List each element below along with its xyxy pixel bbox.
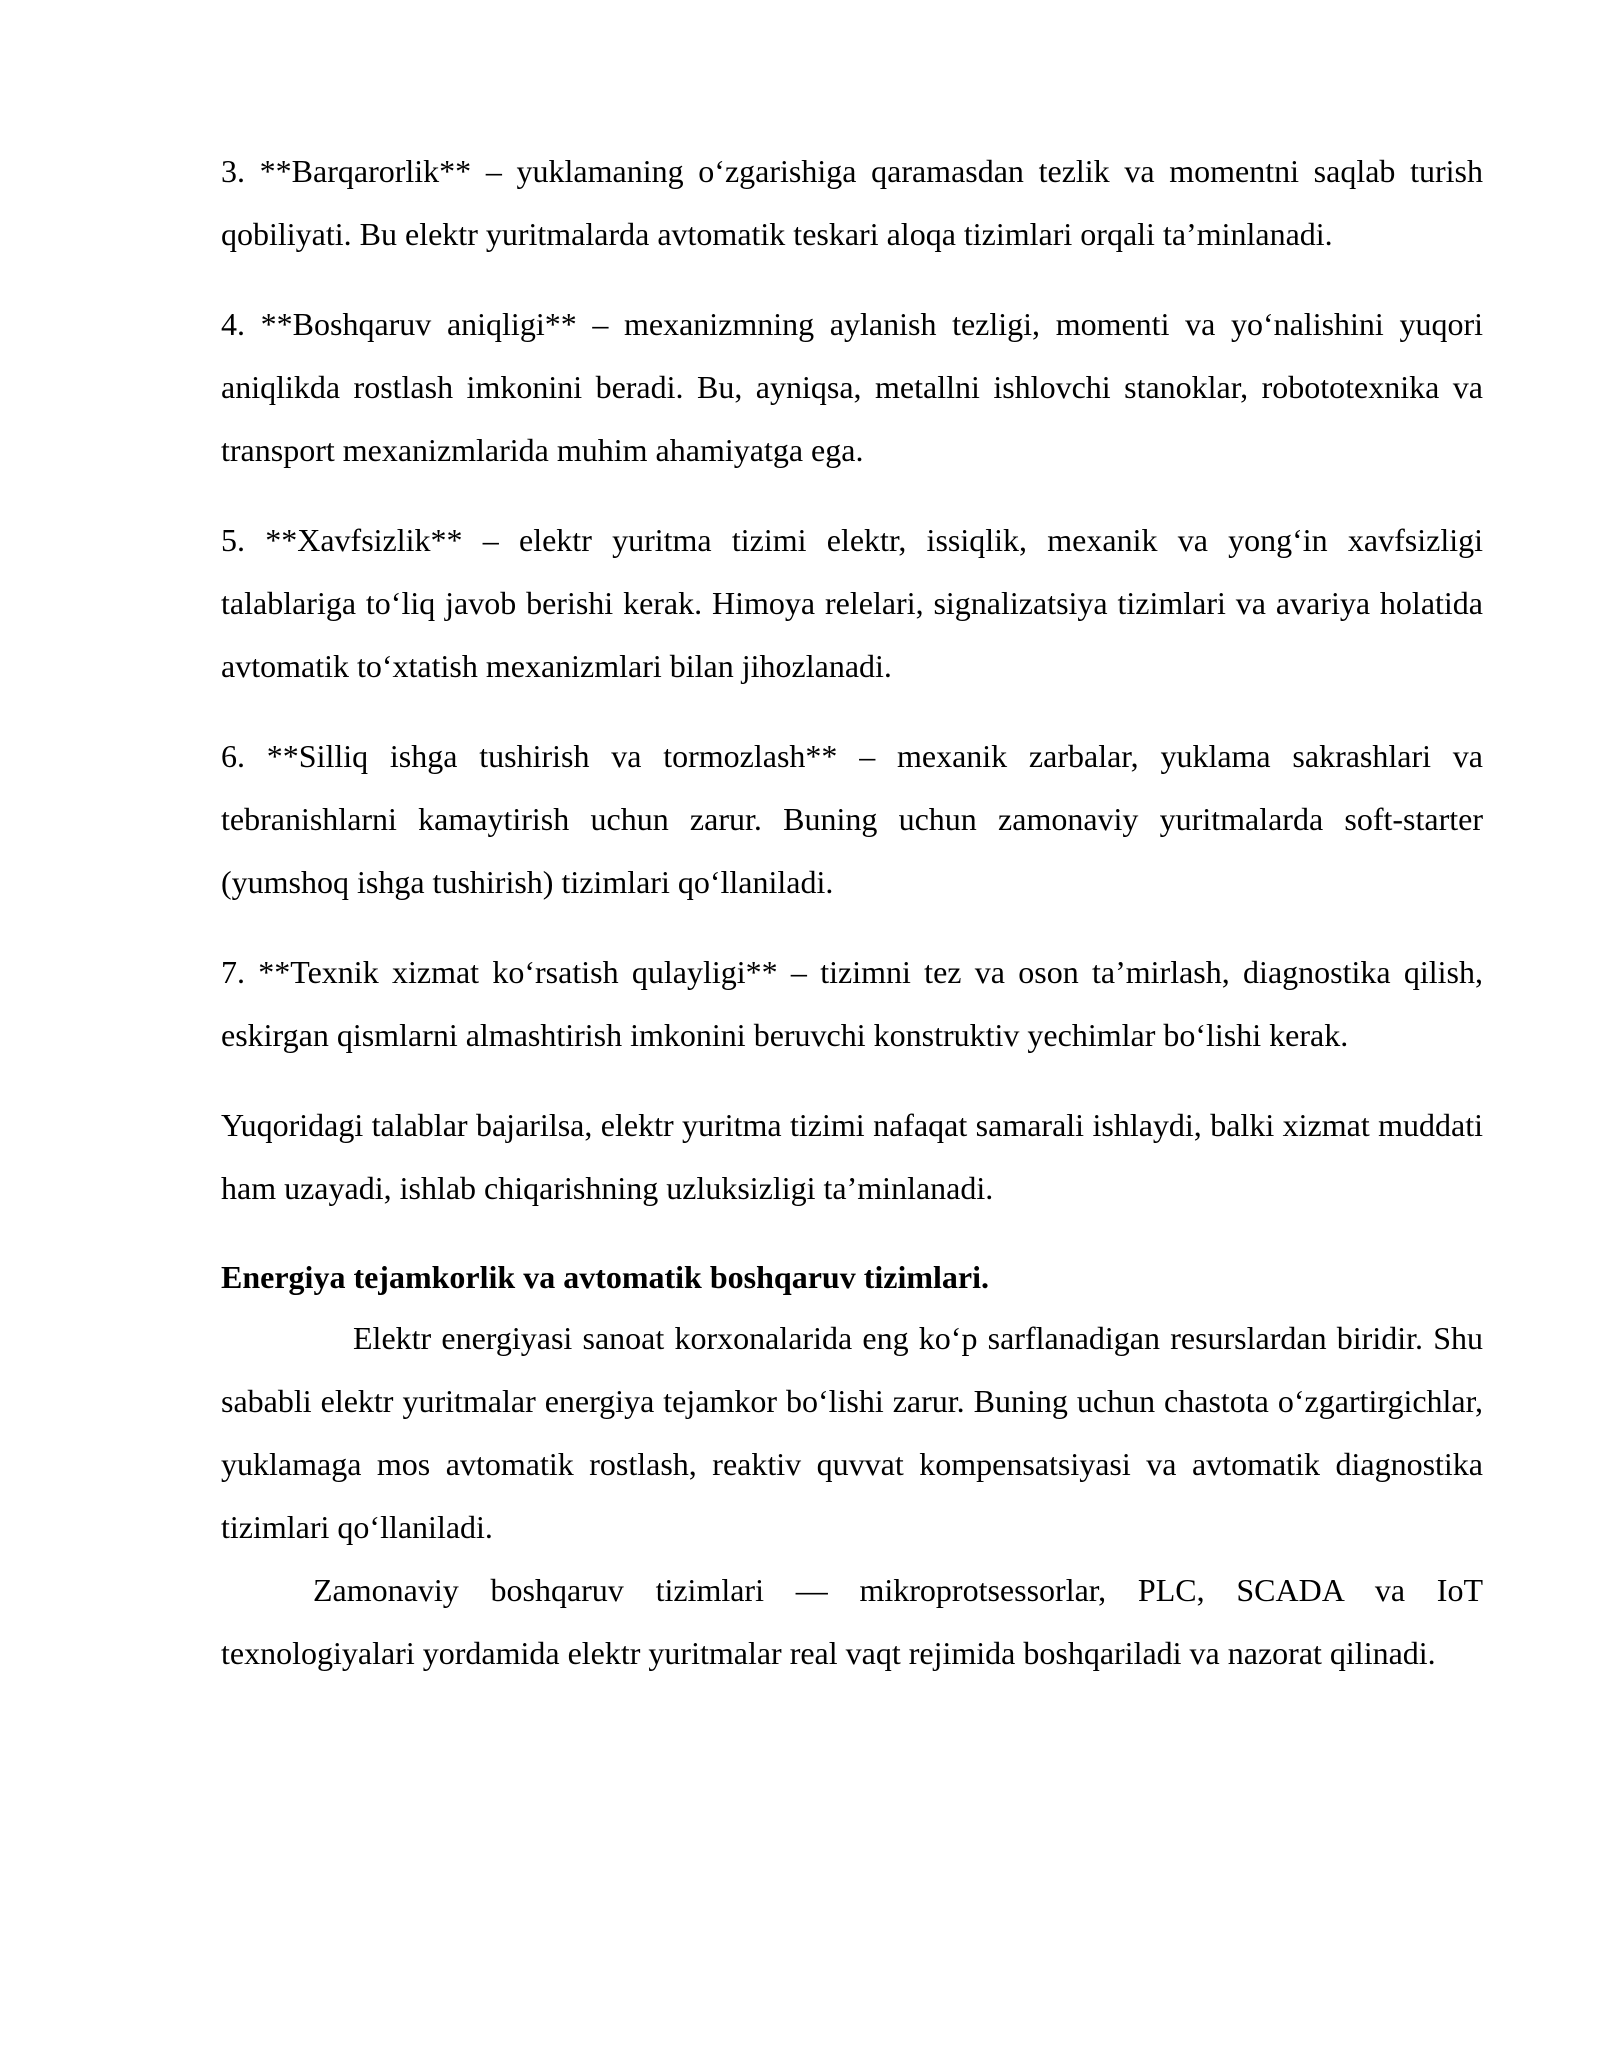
summary-paragraph: Yuqoridagi talablar bajarilsa, elektr yuritma tizimi nafaqat samarali ishlaydi, balki xizmat muddati ham uzayadi, ishlab chiqarishning uzluksizligi ta’minlanadi.	[221, 1107, 1483, 1206]
section-paragraph-energy: Elektr energiyasi sanoat korxonalarida eng ko‘p sarflanadigan resurslardan biridir. Shu sababli elektr yuritmalar energiya tejamkor bo‘lishi zarur. Buning uchun chastota o‘zgartirgichlar, yuklamaga mos avtomatik rostlash, reaktiv quvvat kompensatsiyasi va avtomatik diagnostika tizimlari qo‘llaniladi.	[221, 1320, 1483, 1545]
list-item-xavfsizlik: 5. **Xavfsizlik** – elektr yuritma tizimi elektr, issiqlik, mexanik va yong‘in xavfsizligi talablariga to‘liq javob berishi kerak. Himoya relelari, signalizatsiya tizimlari va avariya holatida avtomatik to‘xtatish mexanizmlari bilan jihozlanadi.	[221, 522, 1483, 684]
list-item-texnik-xizmat: 7. **Texnik xizmat ko‘rsatish qulayligi** – tizimni tez va oson ta’mirlash, diagnostika qilish, eskirgan qismlarni almashtirish imkonini beruvchi konstruktiv yechimlar bo‘lishi kerak.	[221, 954, 1483, 1053]
section-heading: Energiya tejamkorlik va avtomatik boshqaruv tizimlari.	[221, 1259, 989, 1295]
list-item-barqarorlik: 3. **Barqarorlik** – yuklamaning o‘zgarishiga qaramasdan tezlik va momentni saqlab turish qobiliyati. Bu elektr yuritmalarda avtomatik teskari aloqa tizimlari orqali ta’minlanadi.	[221, 153, 1483, 252]
section-paragraph-control: Zamonaviy boshqaruv tizimlari — mikroprotsessorlar, PLC, SCADA va IoT texnologiyalari yordamida elektr yuritmalar real vaqt rejimida boshqariladi va nazorat qilinadi.	[221, 1572, 1483, 1671]
document-page	[221, 140, 1483, 1685]
list-item-boshqaruv-aniqligi: 4. **Boshqaruv aniqligi** – mexanizmning aylanish tezligi, momenti va yo‘nalishini yuqori aniqlikda rostlash imkonini beradi. Bu, ayniqsa, metallni ishlovchi stanoklar, robototexnika va transport mexanizmlarida muhim ahamiyatga ega.	[221, 306, 1483, 468]
list-item-silliq-ishga-tushirish: 6. **Silliq ishga tushirish va tormozlash** – mexanik zarbalar, yuklama sakrashlari va tebranishlarni kamaytirish uchun zarur. Buning uchun zamonaviy yuritmalarda soft-starter (yumshoq ishga tushirish) tizimlari qo‘llaniladi.	[221, 738, 1483, 900]
